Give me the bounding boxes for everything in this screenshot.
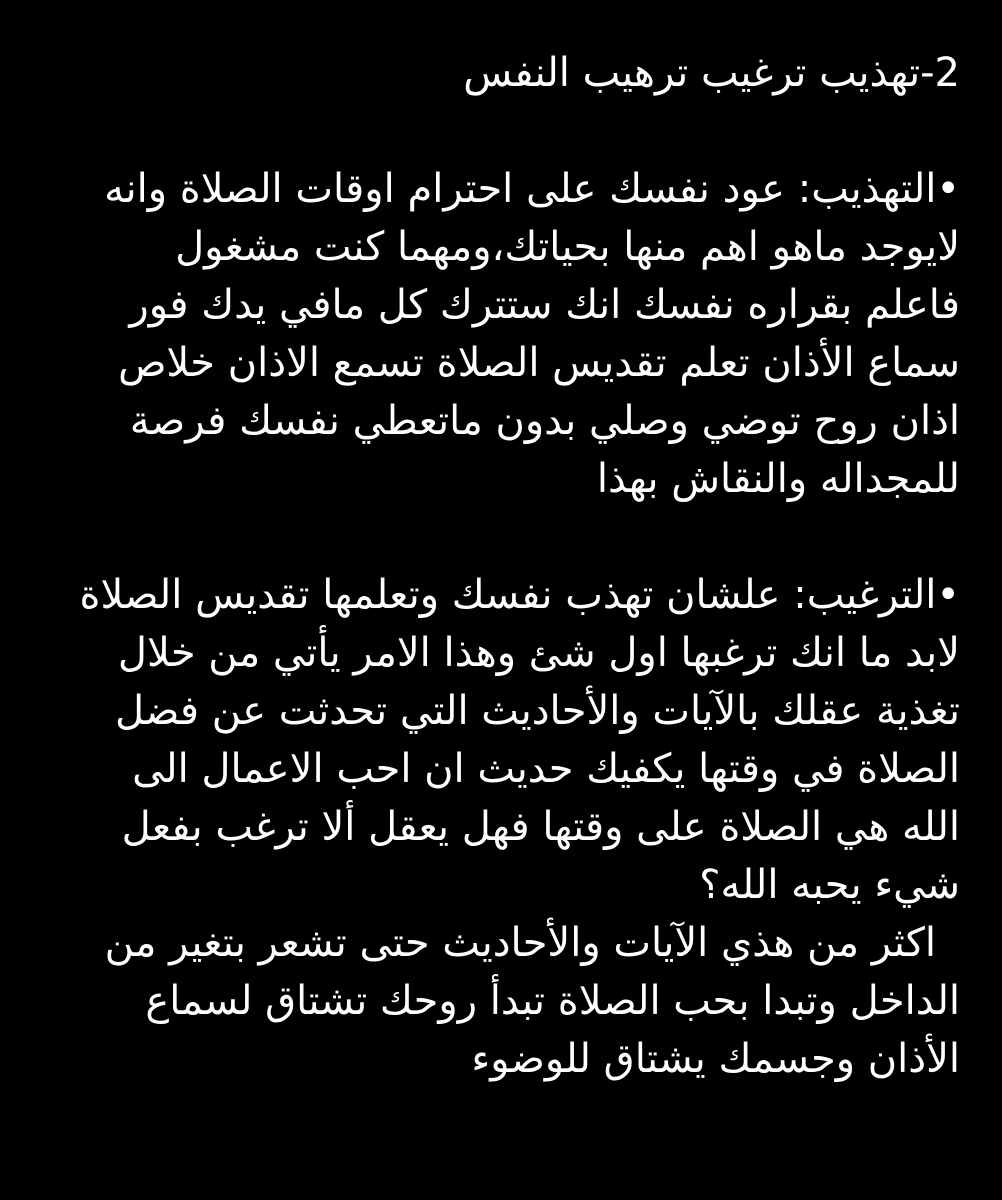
- paragraph-line: لايوجد ماهو اهم منها بحياتك،ومهما كنت مشغول: [175, 224, 960, 270]
- paragraph-line: اكثر من هذي الآيات والأحاديث حتى تشعر بتغير من: [104, 920, 936, 966]
- note-title: 2-تهذيب ترغيب ترهيب النفس: [463, 50, 960, 96]
- paragraph-line: الأذان وجسمك يشتاق للوضوء: [471, 1036, 960, 1082]
- paragraph-line: سماع الأذان تعلم تقديس الصلاة تسمع الاذان خلاص: [118, 340, 960, 386]
- section-targheeb: [40, 566, 960, 1088]
- paragraph-line: فاعلم بقراره نفسك انك ستترك كل مافي يدك فور: [129, 282, 960, 328]
- paragraph-line: تغذية عقلك بالآيات والأحاديث التي تحدثت عن فضل: [114, 688, 960, 734]
- paragraph-line: •الترغيب: علشان تهذب نفسك وتعلمها تقديس الصلاة: [79, 572, 960, 618]
- paragraph-line: •التهذيب: عود نفسك على احترام اوقات الصلاة وانه: [104, 166, 960, 212]
- paragraph-line: شيء يحبه الله؟: [699, 862, 960, 908]
- paragraph-line: للمجداله والنقاش بهذا: [596, 456, 960, 502]
- paragraph-line: الصلاة في وقتها يكفيك حديث ان احب الاعمال الى: [132, 746, 960, 792]
- paragraph-line: الله هي الصلاة على وقتها فهل يعقل ألا ترغب بفعل: [121, 804, 960, 850]
- paragraph-spacer: [40, 508, 960, 566]
- paragraph-line: لابد ما انك ترغبها اول شئ وهذا الامر يأتي من خلال: [117, 630, 960, 676]
- section-tahdheeb: [40, 160, 960, 508]
- paragraph-line: اذان روح توضي وصلي بدون ماتعطي نفسك فرصة: [129, 398, 960, 444]
- paragraph-line: الداخل وتبدا بحب الصلاة تبدأ روحك تشتاق لسماع: [145, 978, 960, 1024]
